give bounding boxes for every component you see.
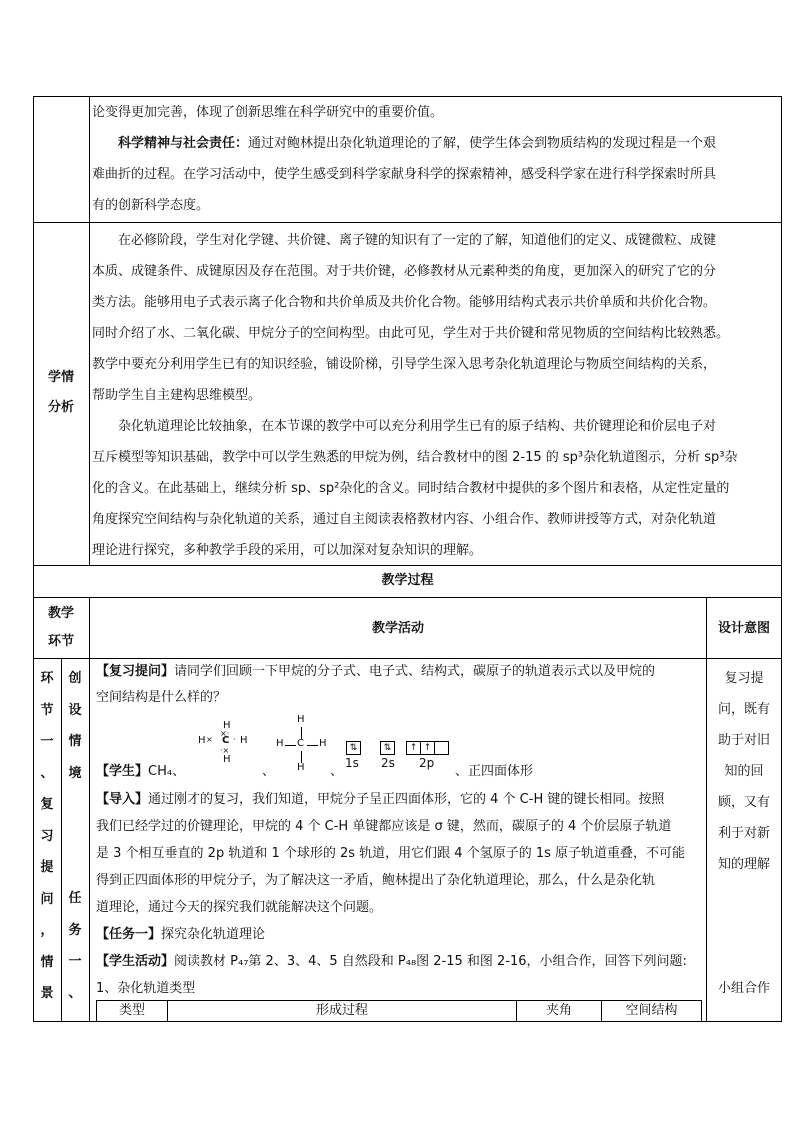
sub-vertical-top [61, 663, 89, 789]
analysis-line: 帮助学生自主建构思维模型。 [92, 388, 262, 403]
analysis-line: 本质、成键条件、成键原因及存在范围。对于共价键，必修教材从元素种类的角度，更加深入的研究了它的分 [92, 264, 717, 279]
task-tag: 【任务一】 [96, 927, 162, 942]
stage-header-1: 教学 [47, 606, 74, 621]
analysis-line: 互斥模型等知识基础，教学中可以学生熟悉的甲烷为例，结合教材中的图 2-15 的 sp³杂化轨道图示，分析 sp³杂 [92, 450, 738, 465]
intro-text-1: 通过刚才的复习，我们知道，甲烷分子呈正四面体形，它的 4 个 C-H 键的键长相同。按照 [148, 792, 665, 807]
analysis-text [92, 225, 782, 566]
stage-char: 复 [40, 797, 54, 812]
ef-c: C [222, 735, 230, 746]
student-activity-text: 阅读教材 P₄₇第 2、3、4、5 自然段和 P₄₈图 2-15 和图 2-16，小组合作，回答下列问题: [174, 954, 687, 969]
orbital-box-2p-1: ↑ [406, 741, 421, 755]
intent-line: 知的回 [724, 764, 764, 779]
stage-char: ， [40, 923, 54, 938]
analysis-line: 同时介绍了水、二氧化碳、甲烷分子的空间构型。由此可见，学生对于共价键和常见物质的空间结构比较熟悉。 [92, 326, 730, 341]
sf-c: C [297, 738, 304, 749]
orbital-box-2p-3 [434, 741, 449, 755]
review-text-1: 请同学们回顾一下甲烷的分子式、电子式、结构式，碳原子的轨道表示式以及甲烷的 [174, 664, 656, 679]
intent-line: 助于对旧 [717, 733, 770, 748]
sub-char: 、 [68, 985, 82, 1001]
student-activity-tag: 【学生活动】 [96, 954, 175, 969]
sf-bond-left [285, 745, 296, 746]
stage-char: 问 [40, 891, 54, 907]
stage-char: 节 [40, 702, 54, 718]
analysis-label-2: 分析 [48, 400, 75, 415]
stage-column-divider [89, 597, 90, 1022]
separator-2: 、 [330, 764, 344, 779]
stage-header-2: 环节 [47, 634, 74, 649]
inner-header-structure: 空间结构 [625, 1003, 678, 1018]
analysis-line: 教学中要充分利用学生已有的知识经验，铺设阶梯，引导学生深入思考杂化轨道理论与物质空间结构的关系， [92, 357, 717, 372]
task-line [96, 925, 265, 945]
intent-header: 设计意图 [717, 621, 770, 636]
sf-bond-right [307, 745, 318, 746]
intro-line-2: 我们已经学过的价键理论，甲烷的 4 个 C-H 单键都应该是 σ 键，然而，碳原子的 4 个价层原子轨道 [96, 819, 672, 834]
review-line-1 [96, 662, 655, 682]
row-divider-1 [33, 222, 782, 223]
inner-header-angle: 夹角 [545, 1003, 572, 1018]
sub-char: 创 [68, 671, 82, 686]
student-line [96, 762, 185, 782]
structural-formula [276, 714, 326, 772]
analysis-line: 类方法。能够用电子式表示离子化合物和共价单质及共价化合物。能够用结构式表示共价单质和共价化合物。 [92, 295, 717, 310]
inner-header-type: 类型 [118, 1003, 145, 1018]
intent-group-work: 小组合作 [717, 981, 770, 996]
electron-formula [198, 720, 254, 770]
ef-dots-bottom: ·× [220, 746, 230, 755]
top-line-1: 论变得更加完善，体现了创新思维在科学研究中的重要价值。 [92, 105, 444, 120]
label-column-divider [89, 96, 90, 565]
intent-line: 问，既有 [717, 702, 770, 717]
orbital-diagram [345, 741, 453, 775]
intent-line: 顾，又有 [717, 795, 770, 810]
intro-line-3: 是 3 个相互垂直的 2p 轨道和 1 个球形的 2s 轨道，用它们跟 4 个氢原子的 1s 原子轨道重叠，不可能 [96, 846, 686, 861]
ef-dots-left: × [206, 735, 213, 744]
analysis-line: 理论进行探究，多种教学手段的采用，可以加深对复杂知识的理解。 [92, 543, 483, 558]
row-divider-3 [33, 597, 782, 598]
inner-header-process: 形成过程 [315, 1003, 368, 1018]
ef-dots-top: ×· [220, 729, 230, 738]
orbital-label-2p: 2p [419, 756, 435, 770]
intro-line-1 [96, 790, 664, 810]
analysis-label-1: 学情 [48, 370, 75, 385]
separator-1: 、 [262, 764, 276, 779]
analysis-line: 化的含义。在此基础上，继续分析 sp、sp²杂化的含义。同时结合教材中提供的多个图片和表格，从定性定量的 [92, 481, 730, 496]
list-item-1: 1、杂化轨道类型 [96, 981, 196, 996]
orbital-label-1s: 1s [345, 756, 359, 770]
review-line-2: 空间结构是什么样的？ [96, 690, 227, 705]
sf-h-bottom: H [297, 762, 305, 773]
literacy-heading: 科学精神与社会责任： [118, 136, 249, 151]
student-tag: 【学生】 [96, 764, 149, 779]
sf-h-right: H [319, 738, 327, 749]
ef-dots-right: · [233, 735, 236, 744]
sub-char: 情 [68, 734, 82, 749]
top-line-2 [92, 128, 782, 159]
intent-line: 知的理解 [717, 857, 770, 872]
intent-column-divider [706, 597, 707, 1022]
process-title: 教学过程 [381, 573, 434, 588]
top-row-text [92, 97, 782, 221]
stage-char: 提 [40, 860, 54, 875]
ef-h-bottom: H [223, 754, 231, 765]
stage-char: 环 [40, 671, 54, 686]
ef-h-left: H [198, 735, 206, 746]
intro-line-4: 得到正四面体形的甲烷分子，为了解决这一矛盾，鲍林提出了杂化轨道理论，那么，什么是杂化轨 [96, 873, 656, 888]
task-text: 探究杂化轨道理论 [161, 927, 266, 942]
top-line-2-rest: 通过对鲍林提出杂化轨道理论的了解，使学生体会到物质结构的发现过程是一个艰 [248, 136, 717, 151]
ef-h-right: H [240, 735, 248, 746]
top-line-4: 有的创新科学态度。 [92, 198, 210, 213]
intent-line: 利于对新 [717, 826, 770, 841]
sf-h-left: H [276, 738, 284, 749]
intro-tag: 【导入】 [96, 792, 149, 807]
stage-char: 一 [40, 734, 54, 749]
ef-h-top: H [223, 720, 231, 731]
sub-char: 任 [68, 891, 82, 906]
sub-vertical-bottom [61, 883, 89, 1009]
orbital-box-2s: ⇅ [380, 741, 395, 755]
top-line-3: 难曲折的过程。在学习活动中，使学生感受到科学家献身科学的探索精神，感受科学家在进行科学探索时所具 [92, 167, 717, 182]
row-divider-4 [33, 658, 782, 659]
sf-h-top: H [297, 714, 305, 725]
inner-table-right [701, 1000, 702, 1021]
sub-char: 境 [68, 765, 82, 781]
orbital-box-2p-2: ↑ [420, 741, 435, 755]
stage-char: 习 [40, 828, 54, 844]
outer-bottom-border [33, 1021, 782, 1022]
student-activity-line [96, 952, 687, 972]
stage-char: 、 [40, 765, 54, 781]
tetrahedral-text: 、正四面体形 [455, 764, 534, 779]
orbital-box-1s: ⇅ [346, 741, 361, 755]
sub-char: 一 [68, 954, 82, 969]
sub-char: 设 [68, 702, 82, 718]
analysis-line: 角度探究空间结构与杂化轨道的关系，通过自主阅读表格教材内容、小组合作、教师讲授等方式，对杂化轨道 [92, 512, 717, 527]
sub-char: 务 [68, 922, 82, 938]
stage-char: 景 [40, 986, 54, 1001]
analysis-line: 杂化轨道理论比较抽象，在本节课的教学中可以充分利用学生已有的原子结构、共价键理论和价层电子对 [118, 419, 717, 434]
stage-vertical-text [33, 663, 61, 1010]
intent-text [710, 663, 778, 880]
activity-header: 教学活动 [371, 621, 424, 636]
intro-line-5: 道理论，通过今天的探究我们就能解决这个问题。 [96, 900, 383, 915]
orbital-label-2s: 2s [381, 756, 395, 770]
stage-char: 情 [40, 954, 54, 970]
intent-line: 复习提 [724, 671, 764, 686]
review-tag: 【复习提问】 [96, 664, 175, 679]
analysis-line: 在必修阶段，学生对化学键、共价键、离子键的知识有了一定的了解，知道他们的定义、成键微粒、成键 [118, 233, 717, 248]
methane-formula: CH₄、 [148, 764, 186, 779]
